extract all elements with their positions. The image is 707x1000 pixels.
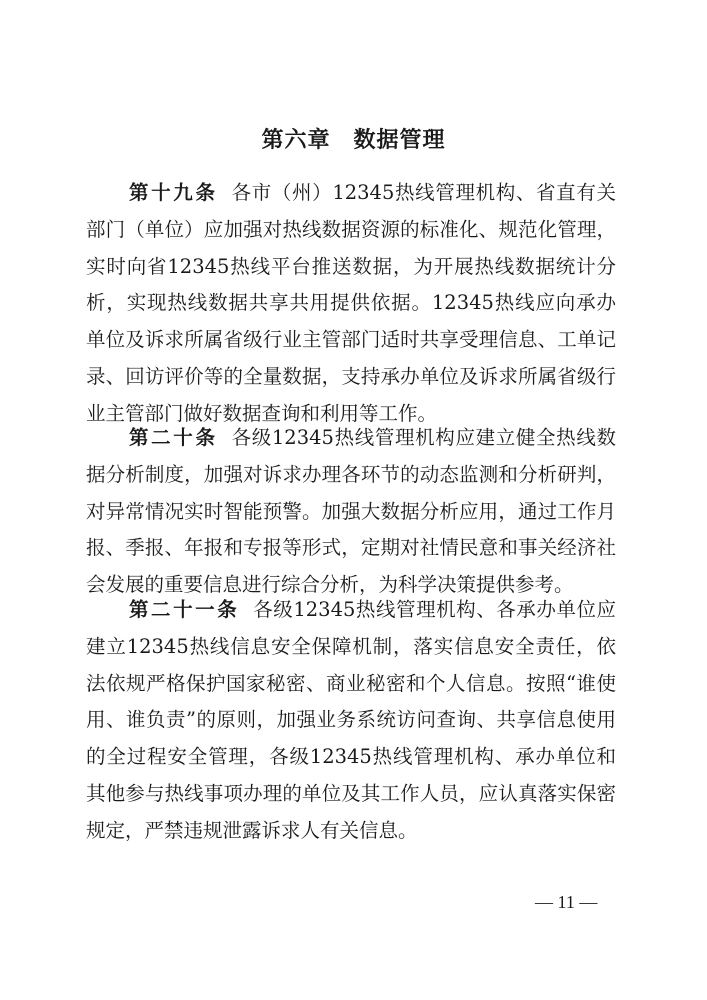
chapter-title: 第六章 数据管理 <box>261 128 446 153</box>
article-21-text: 各级12345热线管理机构、各承办单位应建立12345热线信息安全保障机制，落实信息安全责任，依法依规严格保护国家秘密、商业秘密和个人信息。按照“谁使用、谁负责”的原则，加强业务系统访问查询、共享信息使用的全过程安全管理，各级12345热线管理机构、承办单位和其他参与热线事项办理的单位及其工作人员，应认真落实保密规定，严禁违规泄露诉求人有关信息。 <box>86 598 616 842</box>
page-number: — 11 — <box>535 892 598 912</box>
article-19-label: 第十九条 <box>129 181 218 204</box>
article-19 <box>86 175 616 433</box>
article-20 <box>86 420 616 604</box>
article-19-text: 各市（州）12345热线管理机构、省直有关部门（单位）应加强对热线数据资源的标准化、规范化管理，实时向省12345热线平台推送数据，为开展热线数据统计分析，实现热线数据共享共用提供依据。12345热线应向承办单位及诉求所属省级行业主管部门适时共享受理信息、工单记录、回访评价等的全量数据，支持承办单位及诉求所属省级行业主管部门做好数据查询和利用等工作。 <box>86 181 616 425</box>
article-20-text: 各级12345热线管理机构应建立健全热线数据分析制度，加强对诉求办理各环节的动态监测和分析研判，对异常情况实时智能预警。加强大数据分析应用，通过工作月报、季报、年报和专报等形式，定期对社情民意和事关经济社会发展的重要信息进行综合分析，为科学决策提供参考。 <box>86 426 616 597</box>
article-20-label: 第二十条 <box>129 426 218 449</box>
article-21 <box>86 592 616 850</box>
article-21-label: 第二十一条 <box>129 598 240 621</box>
